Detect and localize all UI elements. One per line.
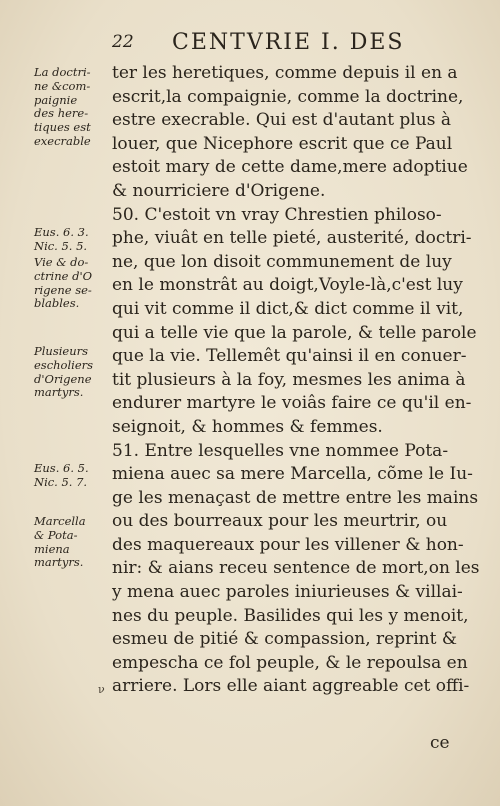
margin-note-line: des here- — [34, 106, 89, 121]
margin-note-martyrs — [34, 515, 110, 570]
margin-note-line: rigene se- — [34, 282, 92, 297]
text-line: ne, que lon disoit communement de luy — [112, 251, 452, 272]
page-header — [0, 30, 500, 60]
margin-note-line: Marcella — [34, 514, 86, 528]
margin-note-line: Vie & do- — [34, 255, 89, 269]
text-line: des maquereaux pour les villener & hon- — [112, 534, 464, 555]
margin-note-line: Eus. 6. 3. — [34, 225, 89, 239]
margin-note-line: paignie — [34, 92, 78, 107]
text-line: & nourriciere d'Origene. — [112, 180, 326, 201]
page-number: 22 — [112, 32, 134, 52]
margin-note-life-doctrine — [34, 256, 110, 311]
text-line: qui vit comme il dict,& dict comme il vit, — [112, 298, 464, 319]
text-line: 50. C'estoit vn vray Chrestien philoso- — [112, 204, 442, 225]
text-line: qui a telle vie que la parole, & telle parole — [112, 322, 477, 343]
main-text-block — [112, 62, 480, 699]
text-line: phe, viuât en telle pieté, austerité, doctri- — [112, 228, 472, 249]
margin-note-line: ctrine d'O — [34, 268, 93, 283]
margin-note-line: La doctri- — [34, 65, 91, 79]
margin-note-citation-2 — [34, 462, 110, 490]
text-line: arriere. Lors elle aiant aggreable cet offi- — [112, 676, 470, 697]
text-line: esmeu de pitié & compassion, reprint & — [112, 629, 457, 650]
margin-note-line: execrable — [34, 133, 91, 148]
text-line: estoit mary de cette dame,mere adoptiue — [112, 157, 468, 178]
margin-note-line: Nic. 5. 7. — [34, 474, 88, 489]
text-line: ge les menaçast de mettre entre les mains — [112, 487, 479, 508]
text-line: y mena auec paroles iniurieuses & villai- — [112, 582, 463, 603]
running-head: CENTVRIE I. DES — [172, 30, 405, 55]
margin-note-line: blables. — [34, 296, 80, 311]
margin-note-line: Plusieurs — [34, 344, 89, 358]
text-line: 51. Entre lesquelles vne nommee Pota- — [112, 440, 449, 461]
margin-note-scholars — [34, 345, 110, 400]
text-line: louer, que Nicephore escrit que ce Paul — [112, 133, 453, 154]
catchword: ce — [430, 733, 450, 753]
margin-note-line: miena — [34, 541, 70, 556]
margin-note-line: escholiers — [34, 357, 94, 372]
margin-note-line: & Pota- — [34, 527, 78, 542]
text-line: ou des bourreaux pour les meurtrir, ou — [112, 511, 448, 532]
margin-note-line: martyrs. — [34, 385, 84, 400]
margin-note-citation-1 — [34, 226, 110, 254]
margin-note-line: d'Origene — [34, 371, 92, 386]
text-line: seignoit, & hommes & femmes. — [112, 416, 383, 437]
text-line: miena auec sa mere Marcella, cõme le Iu- — [112, 464, 473, 485]
margin-note-line: tiques est — [34, 120, 91, 135]
text-line: escrit,la compaignie, comme la doctrine, — [112, 86, 464, 107]
text-line: en le monstrât au doigt,Voyle-là,c'est luy — [112, 275, 463, 296]
margin-note-line: martyrs. — [34, 555, 84, 570]
text-line: estre execrable. Qui est d'autant plus à — [112, 110, 451, 131]
text-line: ter les heretiques, comme depuis il en a — [112, 63, 458, 83]
text-line: nes du peuple. Basilides qui les y menoit, — [112, 605, 469, 626]
text-line: empescha ce fol peuple, & le repoulsa en — [112, 652, 468, 673]
margin-note-line: Nic. 5. 5. — [34, 238, 88, 253]
text-line: nir: & aians receu sentence de mort,on les — [112, 558, 480, 579]
text-line: endurer martyre le voiâs faire ce qu'il en- — [112, 393, 472, 414]
margin-note-line: Eus. 6. 5. — [34, 461, 89, 475]
margin-note-line: ne &com- — [34, 78, 91, 93]
text-line: tit plusieurs à la foy, mesmes les anima à — [112, 369, 466, 390]
text-line: que la vie. Tellemêt qu'ainsi il en conuer- — [112, 346, 467, 367]
stray-mark: ν — [98, 683, 105, 696]
margin-note-doctrine — [34, 66, 110, 149]
